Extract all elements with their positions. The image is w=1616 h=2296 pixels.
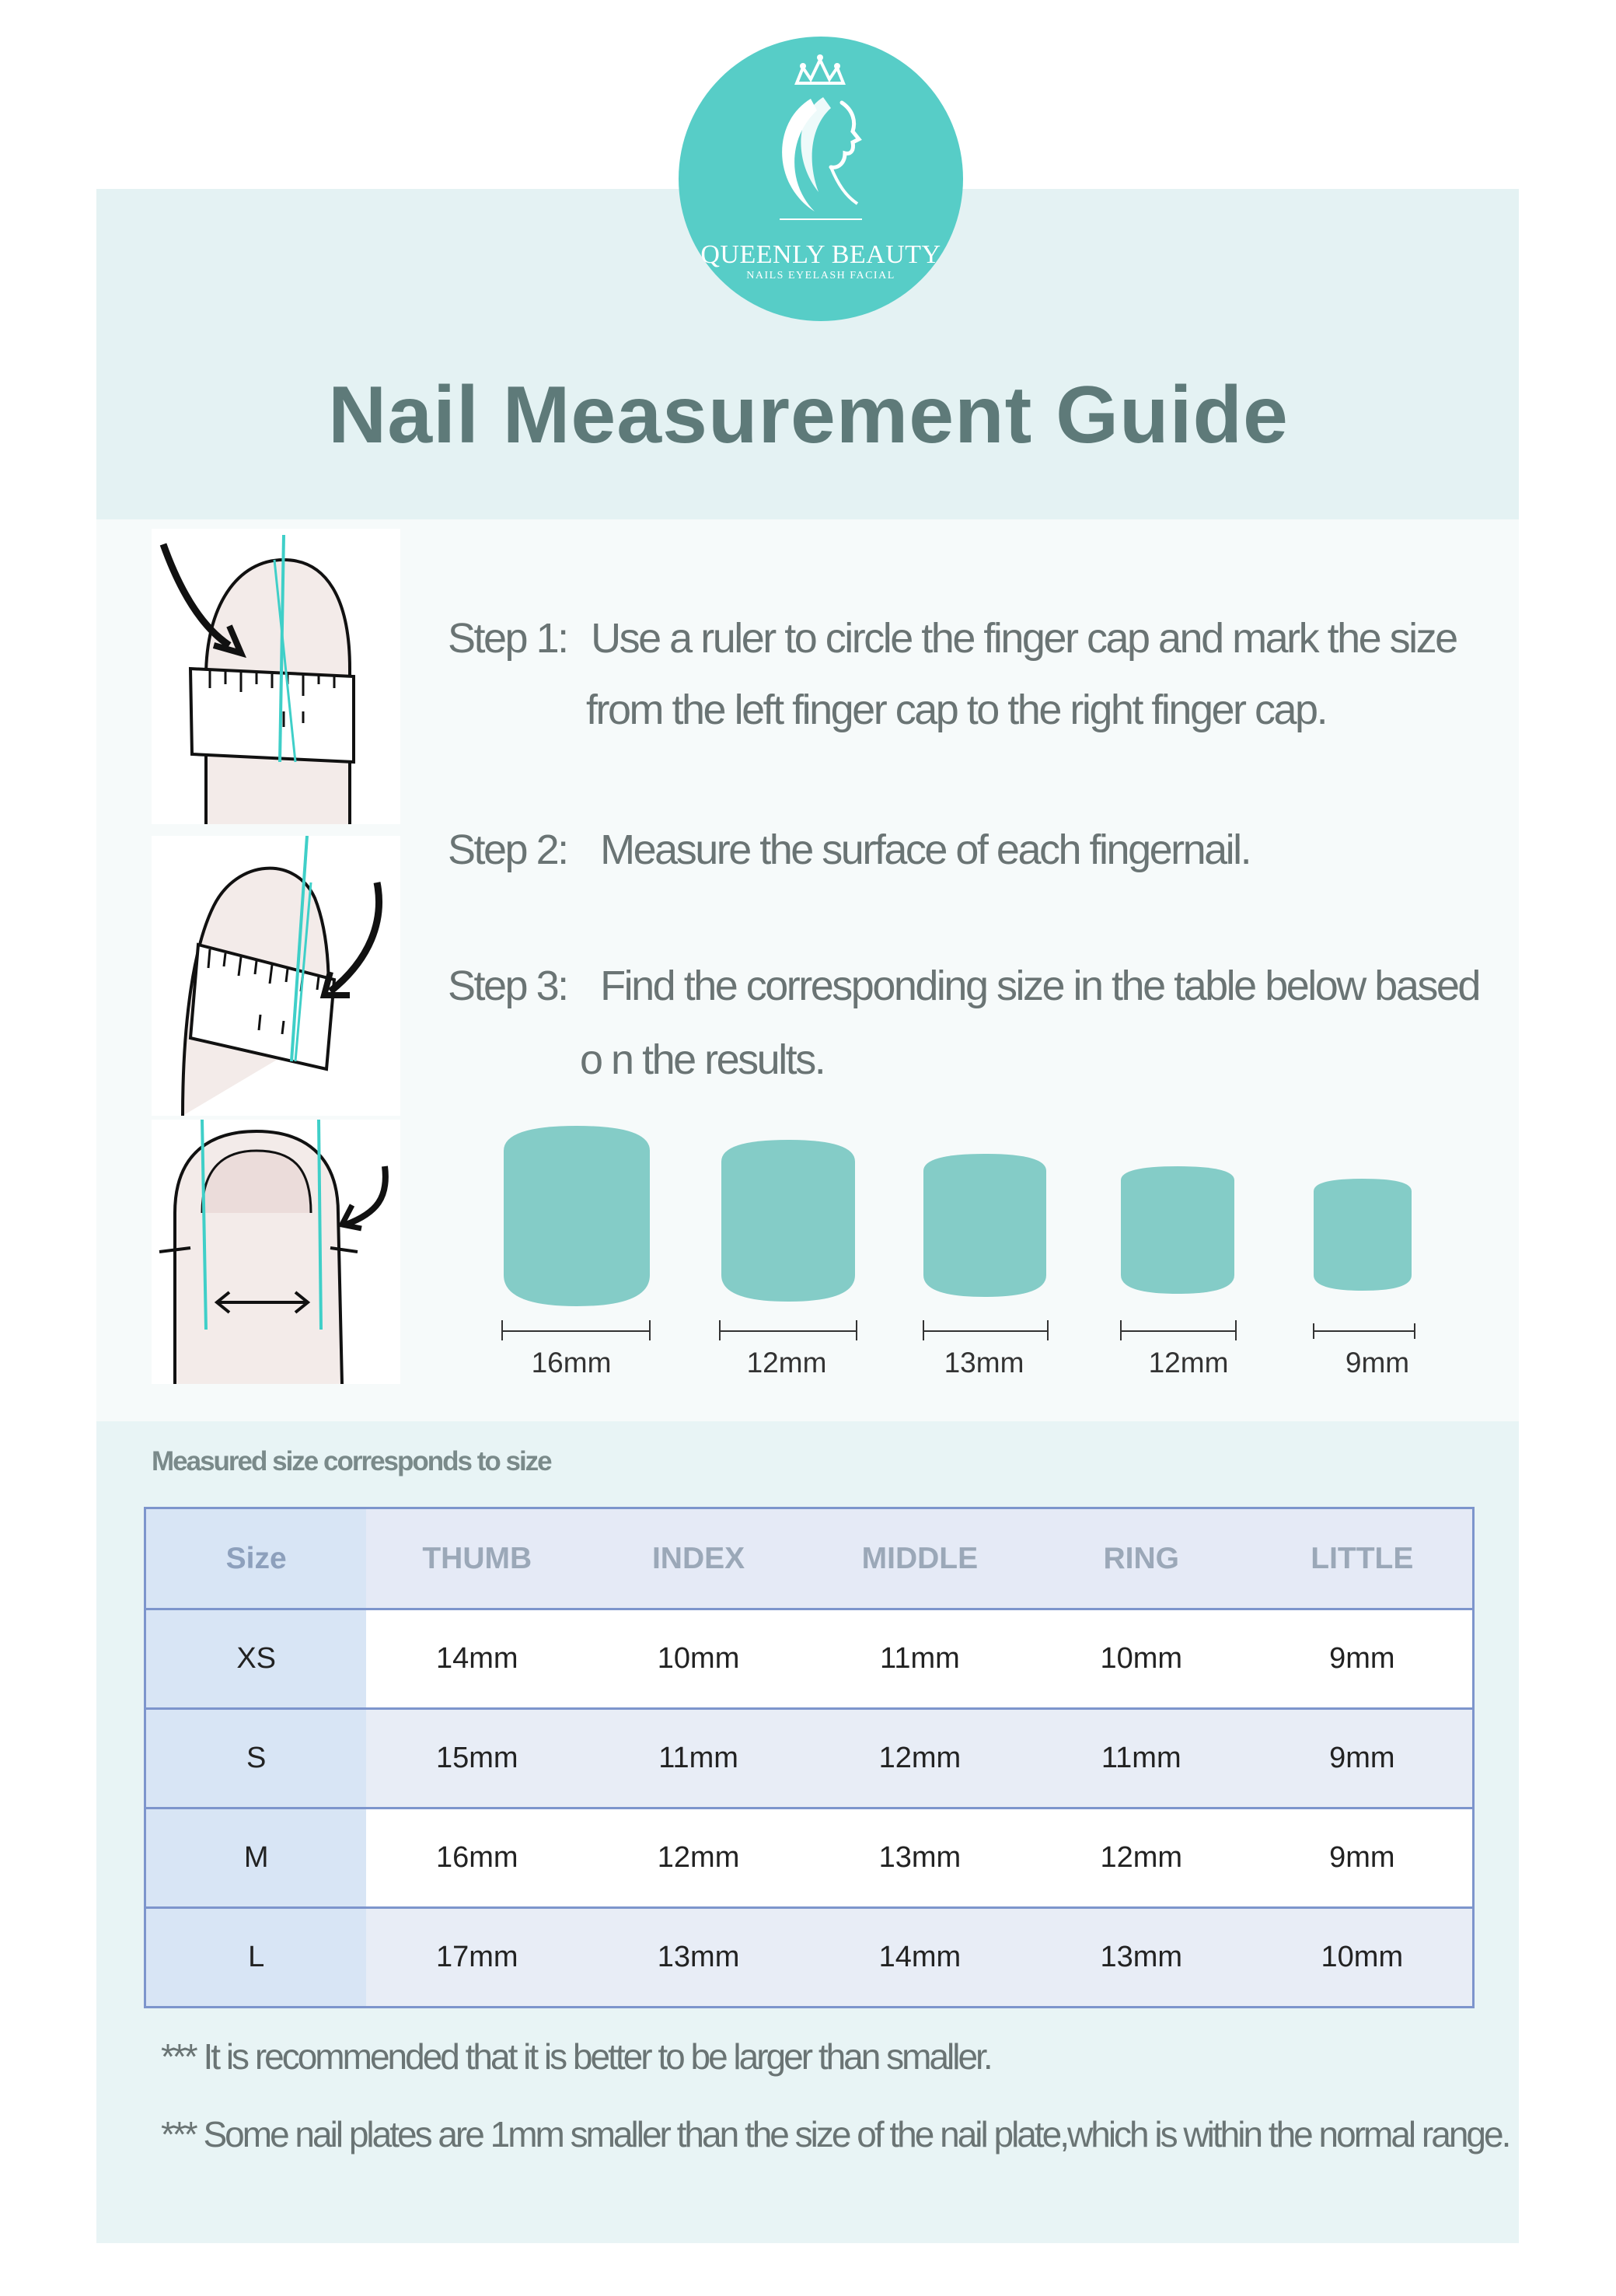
cell-ring: 13mm bbox=[1031, 1908, 1252, 2008]
table-header-row bbox=[145, 1508, 1474, 1609]
nail-size-label-1: 16mm bbox=[531, 1347, 612, 1379]
step-1-label: Step 1: bbox=[448, 615, 567, 662]
table-caption: Measured size corresponds to size bbox=[152, 1446, 551, 1476]
header-thumb: THUMB bbox=[366, 1508, 588, 1609]
step-3-line-1: Find the corresponding size in the table below based bbox=[600, 963, 1479, 1009]
cell-middle: 14mm bbox=[809, 1908, 1031, 2008]
nail-size-label-2: 12mm bbox=[746, 1347, 827, 1379]
brand-name: QUEENLY BEAUTY bbox=[700, 240, 941, 269]
cell-index: 10mm bbox=[588, 1609, 809, 1709]
cell-middle: 12mm bbox=[809, 1709, 1031, 1808]
row-size: S bbox=[145, 1709, 367, 1808]
cell-thumb: 14mm bbox=[366, 1609, 588, 1709]
step-3-line-2: o n the results. bbox=[580, 1036, 825, 1083]
note-2: *** Some nail plates are 1mm smaller than the size of the nail plate,which is within the normal range. bbox=[161, 2114, 1510, 2154]
row-size: L bbox=[145, 1908, 367, 2008]
header-size: Size bbox=[145, 1508, 367, 1609]
cell-little: 9mm bbox=[1252, 1808, 1474, 1908]
nail-size-label-4: 12mm bbox=[1148, 1347, 1229, 1379]
nail-size-label-5: 9mm bbox=[1345, 1347, 1410, 1379]
cell-thumb: 15mm bbox=[366, 1709, 588, 1808]
step-2 bbox=[448, 826, 1250, 874]
cell-index: 13mm bbox=[588, 1908, 809, 2008]
note-1: *** It is recommended that it is better to be larger than smaller. bbox=[161, 2036, 991, 2077]
nail-shape-5 bbox=[1314, 1179, 1415, 1339]
nail-shape-2 bbox=[720, 1140, 857, 1340]
table-row bbox=[145, 1908, 1474, 2008]
row-size: M bbox=[145, 1808, 367, 1908]
cell-ring: 10mm bbox=[1031, 1609, 1252, 1709]
step-1 bbox=[448, 614, 1457, 662]
header-index: INDEX bbox=[588, 1508, 809, 1609]
step-1-line-2: from the left finger cap to the right finger cap. bbox=[586, 687, 1327, 733]
cell-index: 11mm bbox=[588, 1709, 809, 1808]
cell-index: 12mm bbox=[588, 1808, 809, 1908]
table-row bbox=[145, 1709, 1474, 1808]
cell-ring: 12mm bbox=[1031, 1808, 1252, 1908]
cell-little: 10mm bbox=[1252, 1908, 1474, 2008]
nail-shape-1 bbox=[502, 1126, 650, 1340]
row-size: XS bbox=[145, 1609, 367, 1709]
finger-ruler-illustration-2 bbox=[152, 836, 400, 1116]
brand-logo bbox=[679, 37, 963, 321]
cell-thumb: 16mm bbox=[366, 1808, 588, 1908]
cell-middle: 13mm bbox=[809, 1808, 1031, 1908]
nail-size-shapes bbox=[466, 1120, 1446, 1368]
nail-width-illustration bbox=[152, 1120, 400, 1384]
cell-middle: 11mm bbox=[809, 1609, 1031, 1709]
header-ring: RING bbox=[1031, 1508, 1252, 1609]
size-table bbox=[144, 1507, 1475, 2008]
step-2-label: Step 2: bbox=[448, 826, 567, 873]
step-1-line-1: Use a ruler to circle the finger cap and mark the size bbox=[591, 615, 1457, 662]
nail-shape-3 bbox=[923, 1154, 1048, 1340]
nail-shape-4 bbox=[1121, 1166, 1236, 1340]
finger-ruler-illustration-1 bbox=[152, 529, 400, 824]
step-2-line-1: Measure the surface of each fingernail. bbox=[600, 826, 1251, 873]
page-title: Nail Measurement Guide bbox=[328, 370, 1289, 460]
brand-tagline: NAILS EYELASH FACIAL bbox=[746, 270, 895, 281]
cell-ring: 11mm bbox=[1031, 1709, 1252, 1808]
cell-little: 9mm bbox=[1252, 1709, 1474, 1808]
step-3 bbox=[448, 962, 1479, 1010]
cell-little: 9mm bbox=[1252, 1609, 1474, 1709]
header-little: LITTLE bbox=[1252, 1508, 1474, 1609]
step-3-label: Step 3: bbox=[448, 963, 567, 1009]
table-row bbox=[145, 1808, 1474, 1908]
table-row bbox=[145, 1609, 1474, 1709]
nail-size-label-3: 13mm bbox=[944, 1347, 1024, 1379]
header-middle: MIDDLE bbox=[809, 1508, 1031, 1609]
cell-thumb: 17mm bbox=[366, 1908, 588, 2008]
